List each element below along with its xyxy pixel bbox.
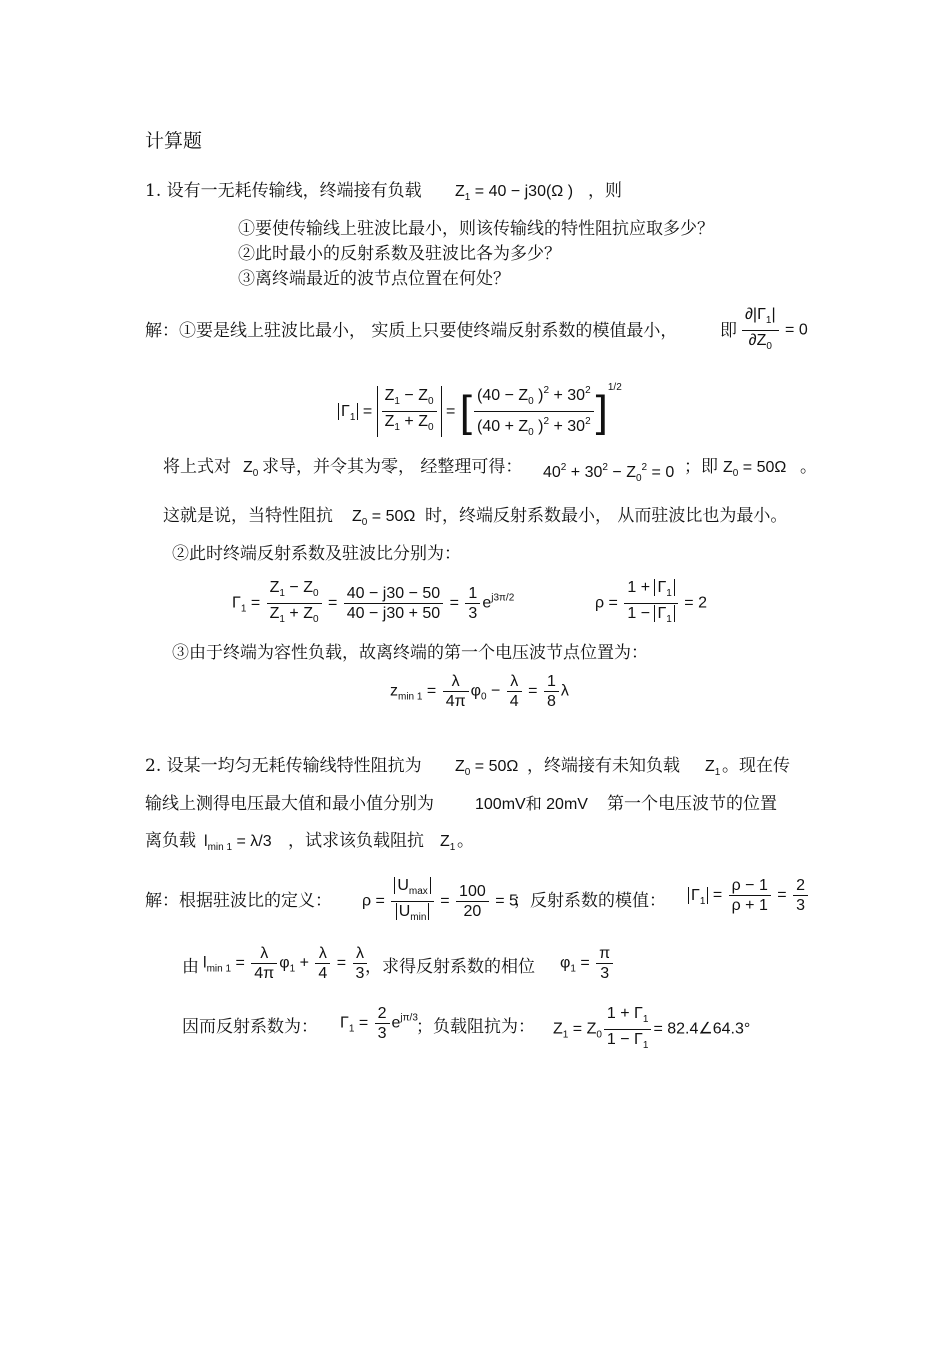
solution-1-intro: 解：①要是线上驻波比最小， 实质上只要使终端反射系数的模值最小， <box>145 321 678 341</box>
load-impedance-value: = 82.4∠64.3° <box>653 1020 751 1038</box>
problem-2-line2-b: 第一个电压波节的位置 <box>607 794 777 814</box>
reflection-modulus-formula: $\Gamma_1$ = $\frac{\rho - 1}{\rho + 1}$ = $\frac{2}{3}$ <box>688 876 810 915</box>
lmin-equation: $l_{min 1} = \lambda/3$ <box>204 833 272 853</box>
node-position-formula: $z_{min 1}$ = $\frac{\lambda}{4\pi}$ $\varphi_0$ − $\frac{\lambda}{4}$ = $\frac{1}{8}$ λ <box>390 673 569 710</box>
problem-2-line3-c: 。 <box>457 831 474 851</box>
derive-text-b: 求导，并令其为零， 经整理可得： <box>262 457 523 477</box>
problem-2-line3-a: 离负载 <box>145 831 196 851</box>
vswr-definition-formula: ρ = $\frac{U_{max}}{U_{min}}$ = $\frac{100}{20}$ = 5 <box>362 877 518 923</box>
z0-value: $Z_0 = 50\Omega$ <box>352 508 416 528</box>
solution-2-b: ；反射系数的模值： <box>513 891 666 911</box>
thus-text-a: 因而反射系数为： <box>182 1017 318 1037</box>
derived-equation: $40^2 + 30^2 - Z_0^2 = 0$ <box>543 462 675 484</box>
derive-end: 。 <box>800 457 817 477</box>
load-impedance-result: $Z_1 = Z_0$ $\frac{1 + \Gamma_1}{1 - \Gamma_1}$ = 82.4∠64.3° <box>553 1005 751 1051</box>
question-2: ②此时最小的反射系数及驻波比各为多少？ <box>238 244 561 264</box>
problem-2-z0: $Z_0 = 50\Omega$ <box>455 758 519 778</box>
solution-1-ji: 即 <box>720 321 737 341</box>
thus-text-b: ；负载阻抗为： <box>416 1017 535 1037</box>
load-impedance-formula: $Z_1 = 40 - j30(\Omega$ ) <box>455 183 574 203</box>
means-text-a: 这就是说，当特性阻抗 <box>163 506 333 526</box>
problem-2-z1: $Z_1$ <box>705 758 721 778</box>
lmin-phase-formula: $l_{min 1}$ = $\frac{\lambda}{4\pi}$ $\varphi_1$ + $\frac{\lambda}{4}$ = $\frac{\lambda}{3}$ <box>203 944 369 983</box>
derivative-condition-formula: $\frac{\partial|\Gamma_1|}{\partial Z_0}$ = 0 <box>740 305 808 356</box>
vswr-formula: ρ = $\frac{1 + \Gamma_1}{1 - \Gamma_1}$ = 2 <box>595 579 707 625</box>
reflection-coefficient-result: $\Gamma_1$ = $\frac{2}{3}$ $e^{j\pi/3}$ <box>340 1005 418 1042</box>
reflection-coefficient-formula: $\Gamma_1$ = $\frac{Z_1 - Z_0}{Z_1 + Z_0}$ = $\frac{40 - j30 - 50}{40 - j30 + 50}$ = $\frac{1}{3}$ $e^{j3\pi/2}$ <box>232 579 515 625</box>
from-text-b: ，求得反射系数的相位 <box>365 957 535 977</box>
solution-2-a: 解：根据驻波比的定义： <box>145 891 332 911</box>
z0-result: $Z_0 = 50\Omega$ <box>723 459 787 479</box>
question-3: ③离终端最近的波节点位置在何处？ <box>238 269 510 289</box>
from-text-a: 由 <box>182 957 199 977</box>
problem-2-z1-end: $Z_1$ <box>440 833 456 853</box>
problem-1-intro: 1. 设有一无耗传输线，终端接有负载 <box>145 181 422 201</box>
z0-symbol: $Z_0$ <box>243 459 259 479</box>
phase-result-formula: $\varphi_1$ = $\frac{\pi}{3}$ <box>560 944 615 983</box>
derive-text-a: 将上式对 <box>163 457 231 477</box>
problem-2-line1-c: 。现在传 <box>722 756 790 776</box>
problem-2-line3-b: ，试求该负载阻抗 <box>288 831 424 851</box>
problem-2-voltages: 100mV和 20mV <box>475 796 588 813</box>
part-2-text: ②此时终端反射系数及驻波比分别为： <box>172 544 461 564</box>
problem-2-line2-a: 输线上测得电压最大值和最小值分别为 <box>145 794 434 814</box>
part-3-text: ③由于终端为容性负载，故离终端的第一个电压波节点位置为： <box>172 643 648 663</box>
gamma-modulus-formula: $\Gamma_1$ = $\frac{Z_1 - Z_0}{Z_1 + Z_0}$ = [ $\frac{(40 - Z_0 )^2 + 30^2}{(40 + Z_0 )^2 + 30^2}$ ]$^{1/2}$ <box>338 378 622 442</box>
problem-1-tail: ，则 <box>588 181 622 201</box>
problem-2-line1-a: 2. 设某一均匀无耗传输线特性阻抗为 <box>145 756 422 776</box>
derive-text-c: ；即 <box>684 457 718 477</box>
problem-2-line1-b: ，终端接有未知负载 <box>527 756 680 776</box>
question-1: ①要使传输线上驻波比最小，则该传输线的特性阻抗应取多少？ <box>238 219 714 239</box>
page-title: 计算题 <box>145 130 203 152</box>
means-text-b: 时，终端反射系数最小， 从而驻波比也为最小。 <box>425 506 788 526</box>
